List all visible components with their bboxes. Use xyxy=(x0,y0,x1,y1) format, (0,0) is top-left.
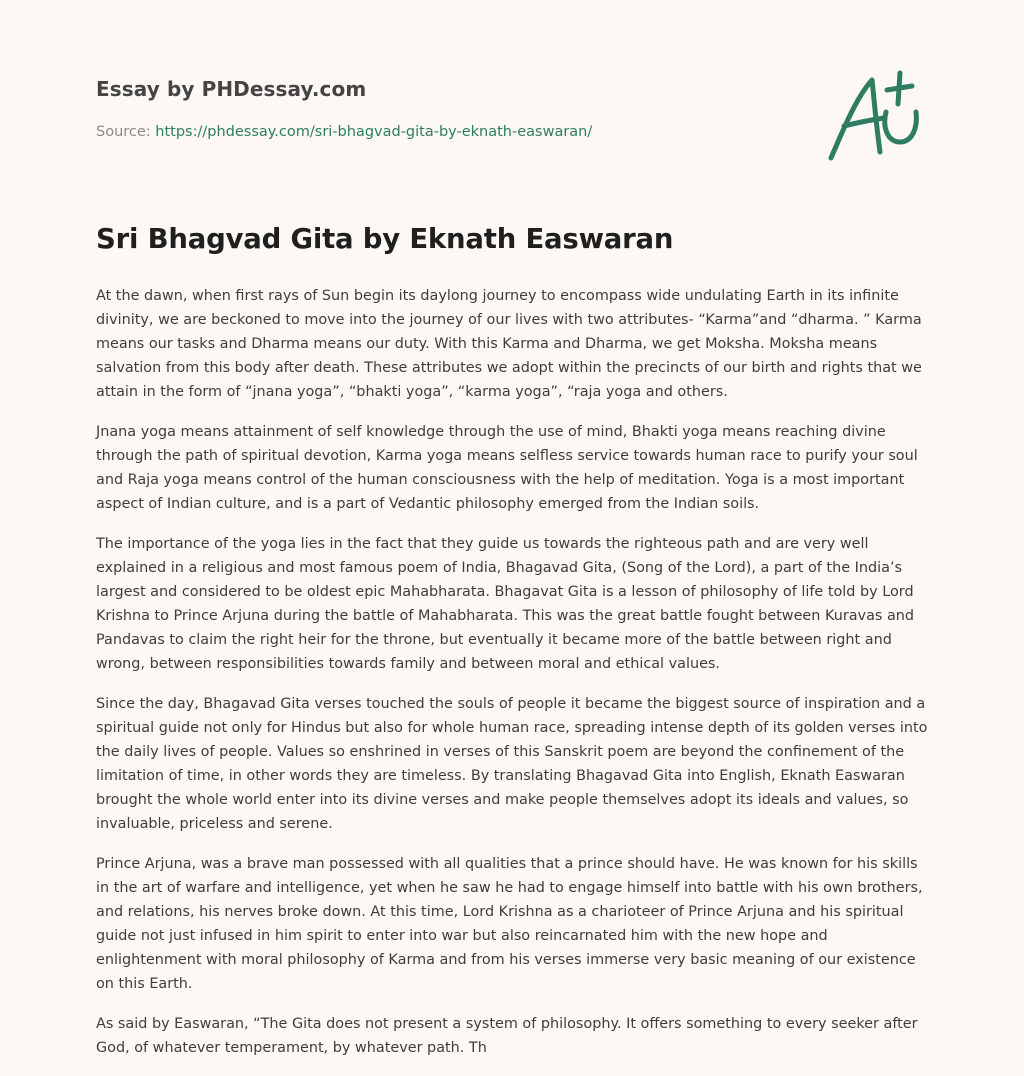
source-line xyxy=(96,124,592,140)
essay-title: Sri Bhagvad Gita by Eknath Easwaran xyxy=(96,223,674,255)
essay-body xyxy=(96,284,932,1076)
brand-title: Essay by PHDessay.com xyxy=(96,77,367,101)
paragraph: Jnana yoga means attainment of self knowledge through the use of mind, Bhakti yoga means reaching divine through the path of spiritual devotion, Karma yoga means selfless service towards human race to purify your soul and Raja yoga means control of the human consciousness with the help of meditation. Yoga is a most important aspect of Indian culture, and is a part of Vedantic philosophy emerged from the Indian soils. xyxy=(96,424,918,512)
paragraph: Prince Arjuna, was a brave man possessed with all qualities that a prince should have. He was known for his skills in the art of warfare and intelligence, yet when he saw he had to engage himself into battle with his own brothers, and relations, his nerves broke down. At this time, Lord Krishna as a charioteer of Prince Arjuna and his spiritual guide not just infused in him spirit to enter into war but also reincarnated him with the new hope and enlightenment with moral philosophy of Karma and from his verses immerse very basic meaning of our existence on this Earth. xyxy=(96,856,923,992)
paragraph: The importance of the yoga lies in the fact that they guide us towards the righteous path and are very well explained in a religious and most famous poem of India, Bhagavad Gita, (Song of the Lord), a part of the India’s largest and considered to be oldest epic Mahabharata. Bhagavat Gita is a lesson of philosophy of life told by Lord Krishna to Prince Arjuna during the battle of Mahabharata. This was the great battle fought between Kuravas and Pandavas to claim the right heir for the throne, but eventually it became more of the battle between right and wrong, between responsibilities towards family and between moral and ethical values. xyxy=(96,536,915,672)
a-plus-logo-icon xyxy=(826,68,926,164)
source-link[interactable]: https://phdessay.com/sri-bhagvad-gita-by-eknath-easwaran/ xyxy=(155,124,593,140)
source-label: Source: xyxy=(96,124,151,140)
paragraph: At the dawn, when first rays of Sun begin its daylong journey to encompass wide undulating Earth in its infinite divinity, we are beckoned to move into the journey of our lives with two attributes- “Karma”and “dharma. ” Karma means our tasks and Dharma means our duty. With this Karma and Dharma, we get Moksha. Moksha means salvation from this body after death. These attributes we adopt within the precincts of our birth and rights that we attain in the form of “jnana yoga”, “bhakti yoga”, “karma yoga”, “raja yoga and others. xyxy=(96,288,922,400)
paragraph: Since the day, Bhagavad Gita verses touched the souls of people it became the biggest source of inspiration and a spiritual guide not only for Hindus but also for whole human race, spreading intense depth of its golden verses into the daily lives of people. Values so enshrined in verses of this Sanskrit poem are beyond the confinement of the limitation of time, in other words they are timeless. By translating Bhagavad Gita into English, Eknath Easwaran brought the whole world enter into its divine verses and make people themselves adopt its ideals and values, so invaluable, priceless and serene. xyxy=(96,696,928,832)
paragraph: As said by Easwaran, “The Gita does not present a system of philosophy. It offers something to every seeker after God, of whatever temperament, by whatever path. Th xyxy=(96,1016,918,1056)
